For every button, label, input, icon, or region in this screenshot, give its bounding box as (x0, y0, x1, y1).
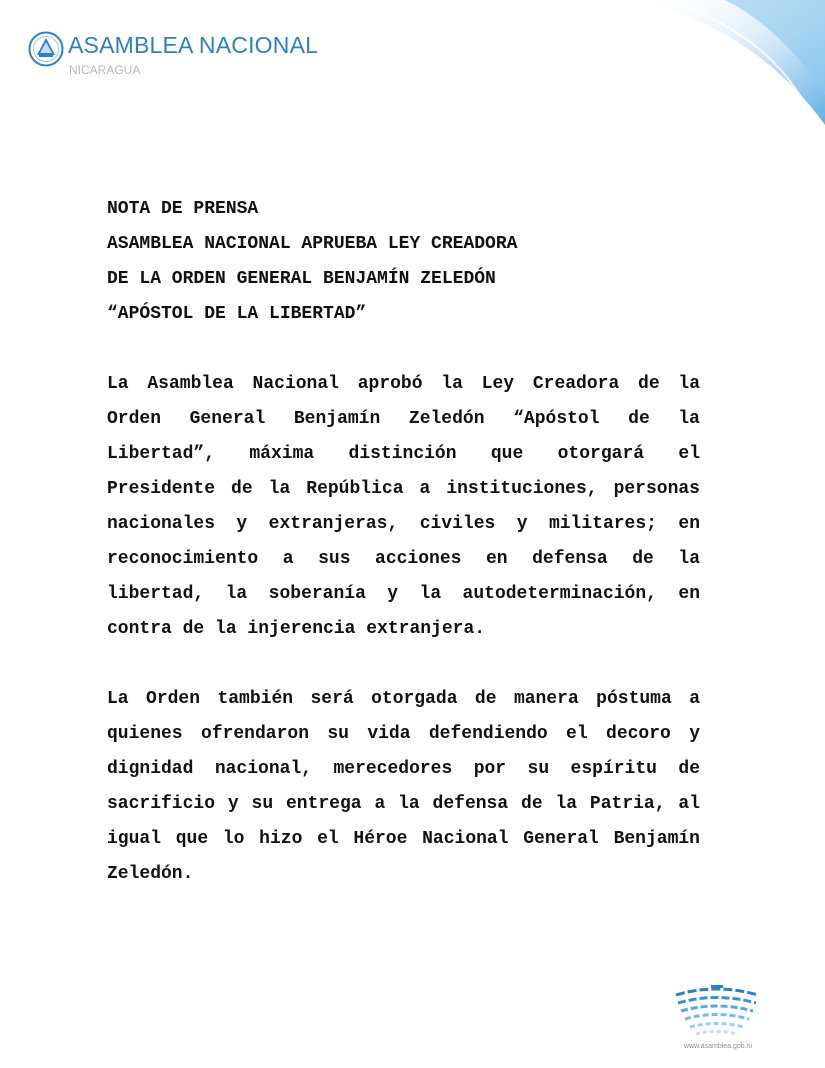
assembly-hemicycle-icon (666, 980, 766, 1050)
heading-line: ASAMBLEA NACIONAL APRUEBA LEY CREADORA (107, 234, 518, 254)
body-paragraph: La Orden también será otorgada de manera póstuma a quienes ofrendaron su vida defendiendo el decoro y dignidad nacional, merecedores por su espíritu de sacrificio y su entrega a la defensa de la Patria, al igual que lo hizo el Héroe Nacional General Benjamín Zeledón. (107, 689, 700, 884)
press-release (107, 192, 700, 892)
header-logo (28, 28, 358, 88)
national-seal-icon (28, 31, 64, 67)
heading-line: NOTA DE PRENSA (107, 199, 259, 219)
heading-line: DE LA ORDEN GENERAL BENJAMÍN ZELEDÓN (107, 269, 496, 289)
body-paragraph: La Asamblea Nacional aprobó la Ley Creadora de la Orden General Benjamín Zeledón “Apóstol de la Libertad”, máxima distinción que otorgará el Presidente de la República a instituciones, personas nacionales y extranjeras, civiles y militares; en reconocimiento a sus acciones en defensa de la libertad, la soberanía y la autodeterminación, en contra de la injerencia extranjera. (107, 374, 700, 639)
press-release-heading (107, 192, 700, 332)
corner-swoosh-decoration (495, 0, 825, 140)
organization-name: ASAMBLEA NACIONAL (68, 32, 319, 58)
country-name: NICARAGUA (69, 63, 141, 77)
footer-url: www.asamblea.gob.ni (684, 1043, 753, 1050)
heading-line: “APÓSTOL DE LA LIBERTAD” (107, 304, 367, 324)
